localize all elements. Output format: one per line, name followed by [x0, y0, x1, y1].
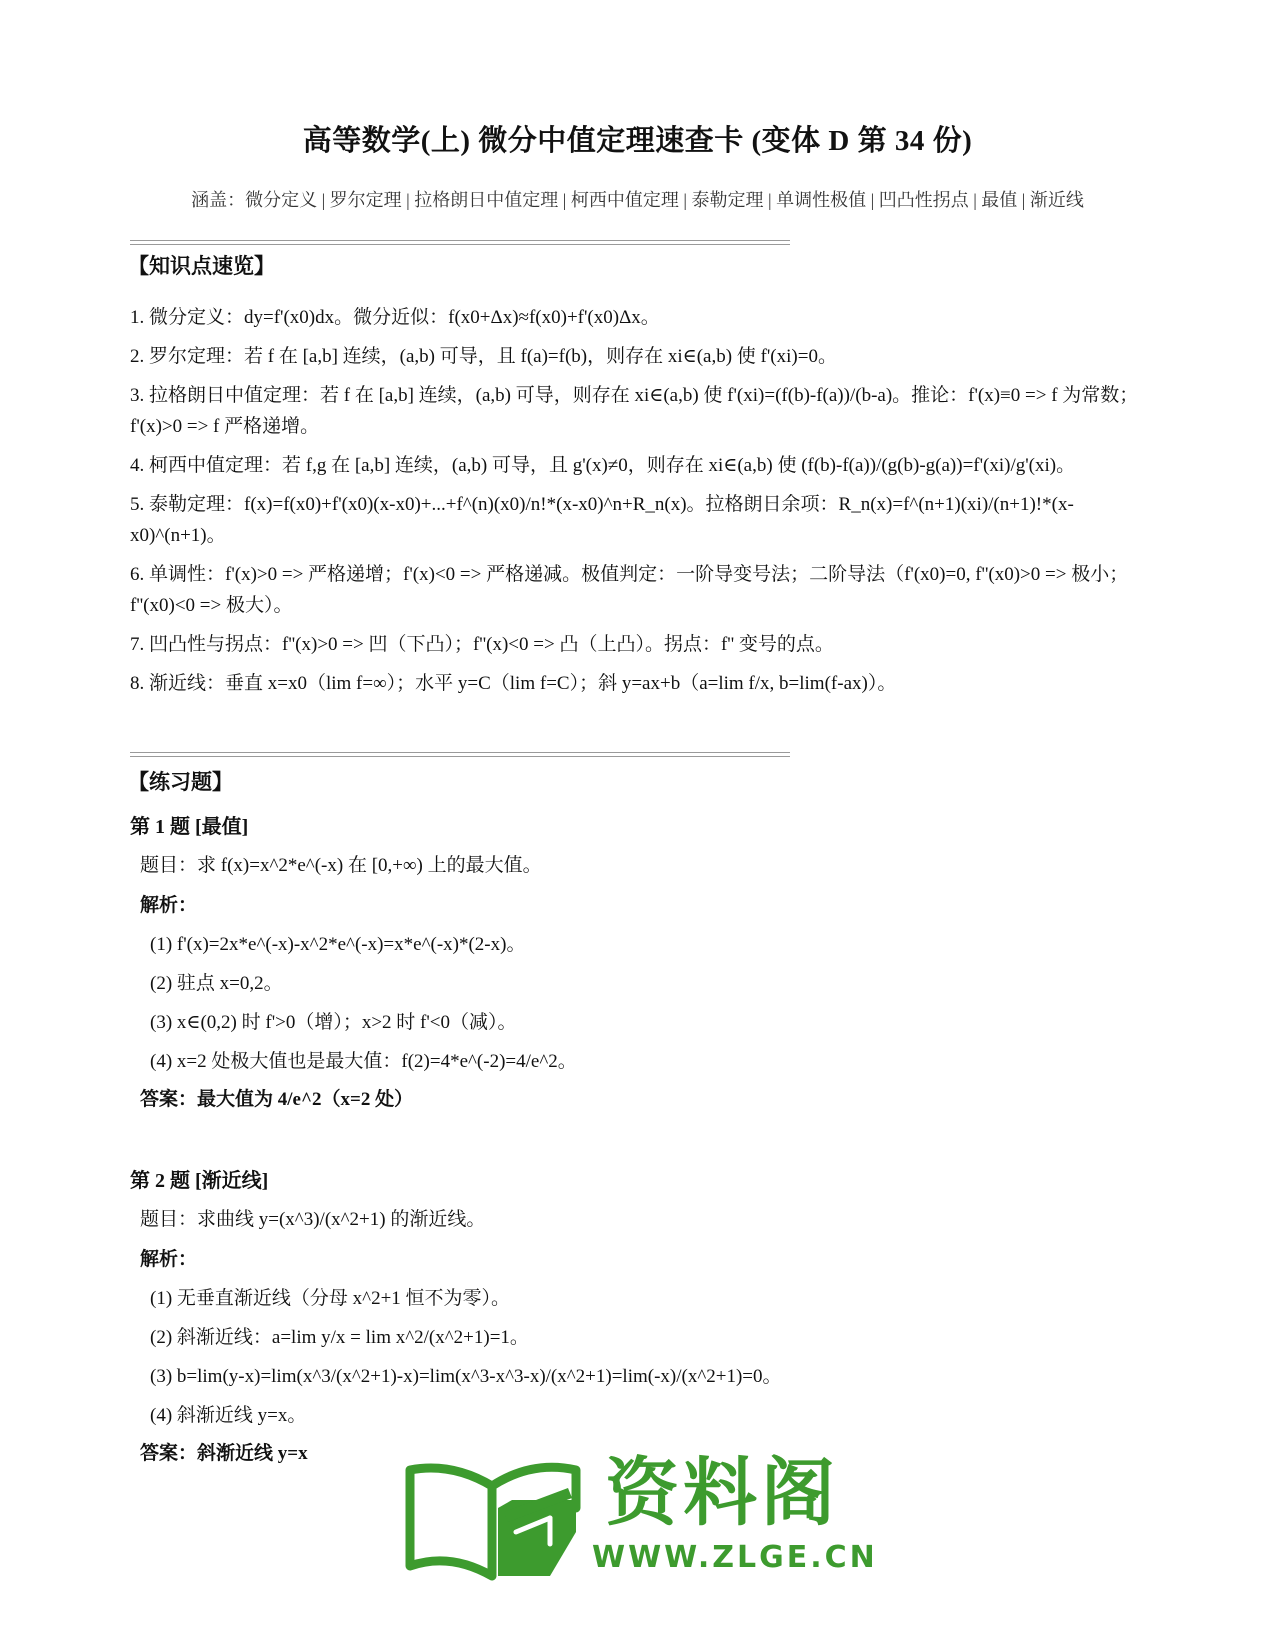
problem-answer: 答案：斜渐近线 y=x: [140, 1443, 308, 1464]
knowledge-item: 1. 微分定义：dy=f'(x0)dx。微分近似：f(x0+Δx)≈f(x0)+f'(x0)Δx。: [130, 307, 660, 328]
knowledge-item: 7. 凹凸性与拐点：f''(x)>0 => 凹（下凸）；f''(x)<0 => 凸（上凸）。拐点：f'' 变号的点。: [130, 634, 834, 655]
solution-step: (2) 斜渐近线：a=lim y/x = lim x^2/(x^2+1)=1。: [150, 1327, 529, 1348]
open-book-icon: [400, 1448, 590, 1588]
solution-label: 解析：: [140, 895, 198, 916]
knowledge-item: 8. 渐近线：垂直 x=x0（lim f=∞）；水平 y=C（lim f=C）；斜 y=ax+b（a=lim f/x, b=lim(f-ax)）。: [130, 673, 897, 694]
watermark-name: 资料阁: [605, 1450, 839, 1536]
knowledge-item: 6. 单调性：f'(x)>0 => 严格递增；f'(x)<0 => 严格递减。极值判定：一阶导变号法；二阶导法（f'(x0)=0, f''(x0)>0 => 极小；f''(x0)<0 => 极大）。: [130, 564, 1129, 616]
problem-stem: 题目：求 f(x)=x^2*e^(-x) 在 [0,+∞) 上的最大值。: [140, 855, 542, 876]
problem-2: [130, 1162, 1130, 1473]
solution-step: (3) x∈(0,2) 时 f'>0（增）；x>2 时 f'<0（减）。: [150, 1012, 517, 1033]
solution-step: (3) b=lim(y-x)=lim(x^3/(x^2+1)-x)=lim(x^3-x^3-x)/(x^2+1)=lim(-x)/(x^2+1)=0。: [150, 1366, 782, 1387]
problem-title: 第 1 题 [最值]: [130, 816, 249, 838]
solution-label: 解析：: [140, 1249, 198, 1270]
solution-step: (1) f'(x)=2x*e^(-x)-x^2*e^(-x)=x*e^(-x)*(2-x)。: [150, 934, 526, 955]
page-title: 高等数学(上) 微分中值定理速查卡 (变体 D 第 34 份): [302, 125, 973, 157]
watermark-url: WWW.ZLGE.CN: [592, 1540, 878, 1575]
practice-heading: 【练习题】: [128, 770, 233, 794]
knowledge-list: [130, 302, 1142, 707]
problem-answer: 答案：最大值为 4/e^2（x=2 处）: [140, 1089, 414, 1110]
knowledge-item: 4. 柯西中值定理：若 f,g 在 [a,b] 连续，(a,b) 可导，且 g'(x)≠0，则存在 xi∈(a,b) 使 (f(b)-f(a))/(g(b)-g(a))=f'(xi)/g'(xi)。: [130, 455, 1076, 476]
solution-step: (1) 无垂直渐近线（分母 x^2+1 恒不为零）。: [150, 1288, 511, 1309]
problem-title: 第 2 题 [渐近线]: [130, 1170, 269, 1192]
page-subtitle: 涵盖：微分定义 | 罗尔定理 | 拉格朗日中值定理 | 柯西中值定理 | 泰勒定理 | 单调性极值 | 凹凸性拐点 | 最值 | 渐近线: [191, 190, 1084, 210]
divider-middle: [130, 752, 790, 757]
knowledge-item: 3. 拉格朗日中值定理：若 f 在 [a,b] 连续，(a,b) 可导，则存在 xi∈(a,b) 使 f'(xi)=(f(b)-f(a))/(b-a)。推论：f'(x)≡0 => f 为常数；f'(x)>0 => f 严格递增。: [130, 385, 1139, 437]
knowledge-item: 5. 泰勒定理：f(x)=f(x0)+f'(x0)(x-x0)+...+f^(n)(x0)/n!*(x-x0)^n+R_n(x)。拉格朗日余项：R_n(x)=f^(n+1)(xi)/(n+1)!*(x-x0)^(n+1)。: [130, 494, 1074, 546]
problem-1: [130, 808, 1130, 1119]
knowledge-item: 2. 罗尔定理：若 f 在 [a,b] 连续，(a,b) 可导，且 f(a)=f(b)，则存在 xi∈(a,b) 使 f'(xi)=0。: [130, 346, 837, 367]
watermark-logo: [400, 1448, 878, 1588]
solution-step: (4) 斜渐近线 y=x。: [150, 1405, 307, 1426]
problem-stem: 题目：求曲线 y=(x^3)/(x^2+1) 的渐近线。: [140, 1209, 486, 1230]
solution-step: (2) 驻点 x=0,2。: [150, 973, 283, 994]
solution-step: (4) x=2 处极大值也是最大值：f(2)=4*e^(-2)=4/e^2。: [150, 1051, 577, 1072]
knowledge-heading: 【知识点速览】: [128, 254, 275, 278]
divider-top: [130, 240, 790, 245]
